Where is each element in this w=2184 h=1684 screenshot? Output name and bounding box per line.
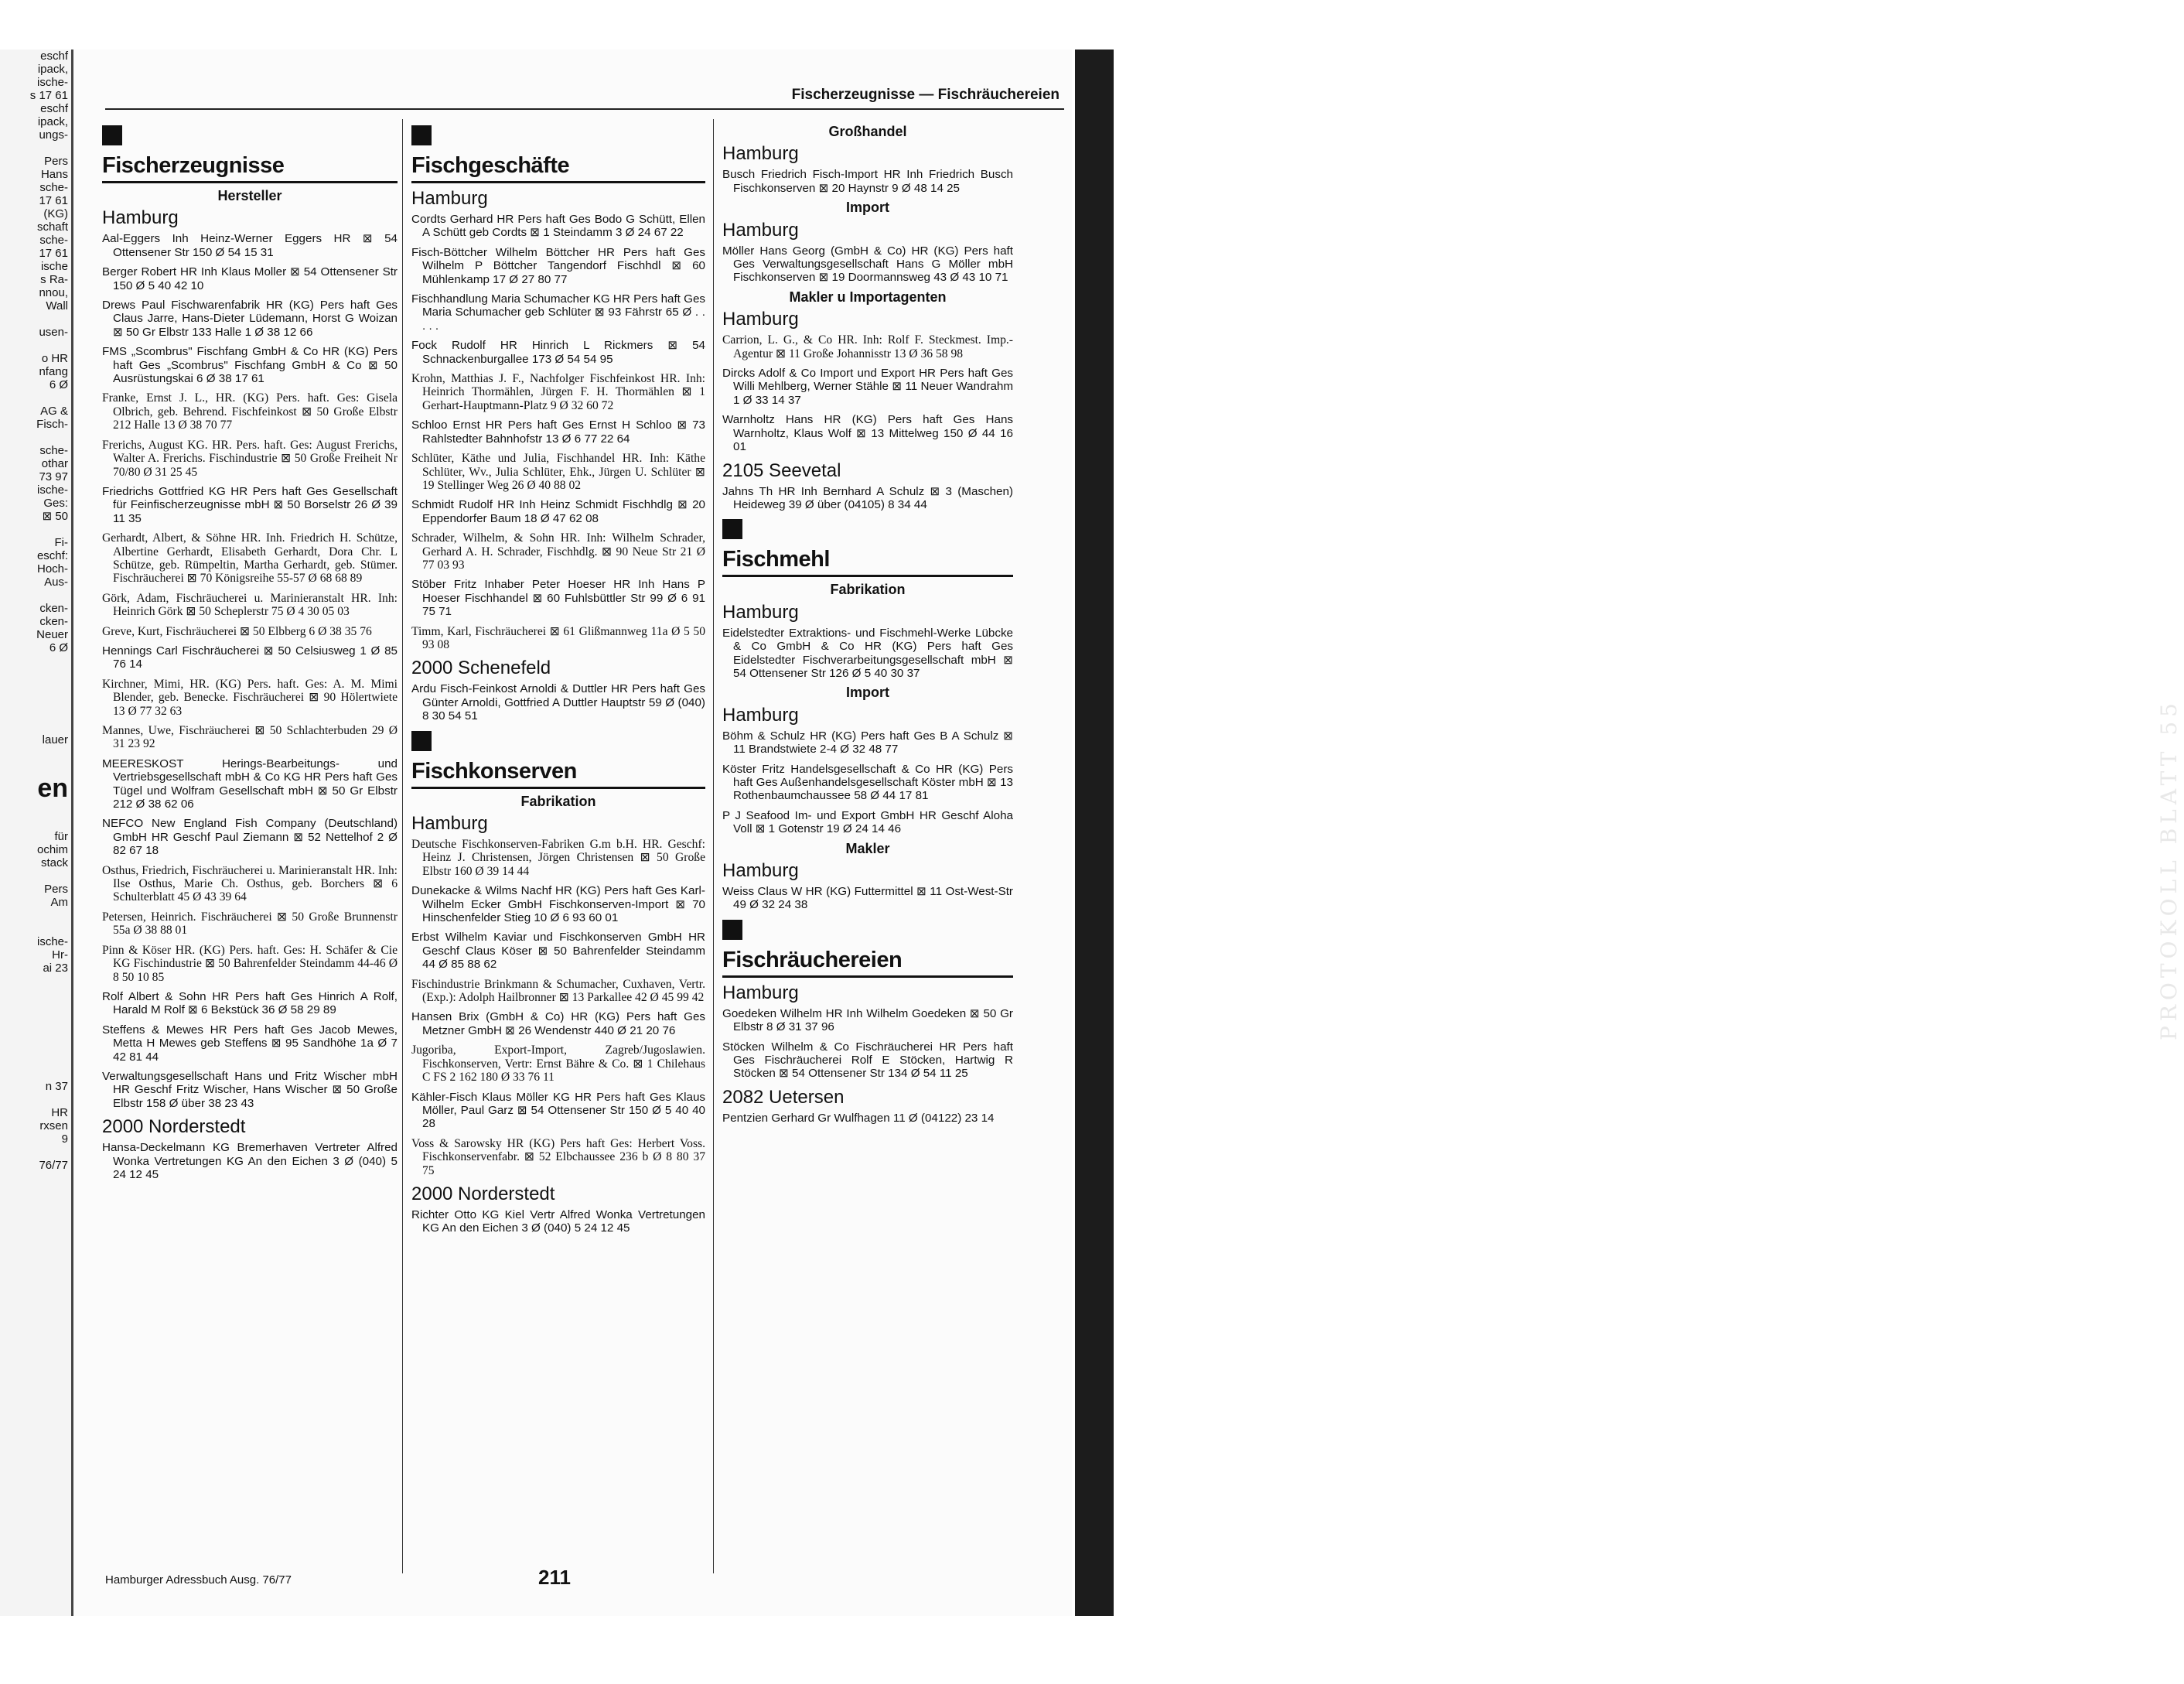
directory-entry: Greve, Kurt, Fischräucherei ⊠ 50 Elbberg 6 Ø 38 35 76 [102, 624, 372, 638]
left-page-fragment [0, 720, 71, 733]
left-page-fragment [0, 1040, 71, 1054]
directory-entry: Schlüter, Käthe und Julia, Fischhandel HR. Inh: Käthe Schlüter, Wv., Julia Schlüter, Ehk., Jürgen U. Schlüter ⊠ 19 Stellinger Weg 26 Ø 40 88 02 [411, 452, 705, 492]
directory-entry: NEFCO New England Fish Company (Deutschland) GmbH HR Geschf Paul Ziemann ⊠ 52 Nettelhof 2 Ø 82 67 18 [102, 817, 398, 858]
directory-entry: Drews Paul Fischwarenfabrik HR (KG) Pers haft Ges Claus Jarre, Hans-Dieter Lüdemann, Horst G Woizan ⊠ 50 Gr Elbstr 133 Halle 1 Ø 38 12 66 [102, 299, 398, 339]
column-1 [102, 118, 398, 1187]
left-page-fragment: usen- [39, 326, 68, 339]
left-page-fragment: ⊠ 50 [42, 510, 68, 523]
subsection-title: Hersteller [217, 188, 282, 203]
section-title: Fischmehl [722, 547, 1013, 577]
left-page-fragment: sche- [39, 181, 68, 194]
directory-entry: Franke, Ernst J. L., HR. (KG) Pers. haft. Ges: Gisela Olbrich, geb. Behrend. Fischfeinkost ⊠ 50 Große Elbstr 212 Halle 13 Ø 38 70 77 [102, 391, 398, 432]
directory-entry: Pentzien Gerhard Gr Wulfhagen 11 Ø (04122) 23 14 [722, 1111, 995, 1125]
column-3 [722, 118, 1013, 1131]
column-2 [411, 118, 705, 1242]
left-page-fragment: Pers [44, 155, 68, 168]
directory-entry: MEERESKOST Herings-Bearbeitungs- und Vertriebsgesellschaft mbH & Co KG HR Pers haft Ges Tügel und Wolfram Gesellschaft mbH ⊠ 50 Gr Elbstr 212 Ø 38 62 06 [102, 757, 398, 811]
subsection-title: Großhandel [828, 124, 907, 139]
left-page-fragment [0, 431, 71, 444]
left-page-fragment [0, 339, 71, 352]
directory-entry: Eidelstedter Extraktions- und Fischmehl-Werke Lübcke & Co GmbH & Co HR (KG) Pers haft Ges Eidelstedter Fischverarbeitungsgesellschaft mbH ⊠ 54 Ottensener Str 126 Ø 5 40 30 37 [722, 626, 1013, 680]
left-page-fragment [0, 1093, 71, 1106]
subsection-title: Fabrikation [830, 582, 906, 598]
left-page-fragment: AG & [40, 405, 68, 418]
left-page-fragment: für [54, 830, 68, 843]
left-page-fragment: 17 61 [39, 194, 68, 207]
directory-entry: Deutsche Fischkonserven-Fabriken G.m b.H. HR. Geschf: Heinz J. Christensen, Jörgen Christensen ⊠ 50 Große Elbstr 160 Ø 39 14 44 [411, 838, 705, 878]
left-page-fragment: ische- [36, 935, 68, 948]
city-heading: Hamburg [411, 813, 488, 834]
left-page-fragment: s 17 61 [29, 89, 68, 102]
subsection-title: Fabrikation [520, 793, 596, 809]
directory-entry: Timm, Karl, Fischräucherei ⊠ 61 Glißmannweg 11a Ø 5 50 93 08 [411, 624, 705, 651]
left-page-fragment [0, 817, 71, 830]
left-page-fragment: ai 23 [43, 962, 68, 975]
left-page-fragment: rxsen [39, 1119, 68, 1132]
left-page-fragment: sche- [39, 444, 68, 457]
left-page-fragment: Aus- [44, 576, 68, 589]
left-page-fragment: sche- [39, 234, 68, 247]
left-page-fragment: othar [41, 457, 68, 470]
directory-entry: Verwaltungsgesellschaft Hans und Fritz Wischer mbH HR Geschf Fritz Wischer, Hans Wischer ⊠ 50 Große Elbstr 158 Ø über 38 23 43 [102, 1069, 398, 1110]
column-divider [402, 119, 403, 1573]
section-marker-square [722, 920, 742, 940]
city-heading: Hamburg [722, 143, 799, 165]
left-page-fragment [0, 681, 71, 694]
left-page-fragment [0, 1054, 71, 1067]
directory-entry: Rolf Albert & Sohn HR Pers haft Ges Hinrich A Rolf, Harald M Rolf ⊠ 6 Bekstück 36 Ø 58 29 89 [102, 989, 398, 1017]
left-page-fragment: cken- [39, 615, 68, 628]
left-page-fragment: ochim [36, 843, 68, 856]
directory-entry: Goedeken Wilhelm HR Inh Wilhelm Goedeken ⊠ 50 Gr Elbstr 8 Ø 31 37 96 [722, 1006, 1013, 1034]
left-page-fragment: eschf [40, 50, 68, 63]
left-page-fragment [0, 523, 71, 536]
directory-page [74, 50, 1072, 1616]
left-page-fragment: ipack, [37, 115, 68, 128]
city-heading: Hamburg [722, 309, 799, 330]
section-marker-square [102, 125, 122, 145]
directory-entry: Köster Fritz Handelsgesellschaft & Co HR (KG) Pers haft Ges Außenhandelsgesellschaft Köster mbH ⊠ 13 Rothenbaumchaussee 58 Ø 44 17 81 [722, 762, 1013, 803]
section-header [722, 519, 1013, 577]
left-page-fragment: ipack, [37, 63, 68, 76]
directory-entry: Cordts Gerhard HR Pers haft Ges Bodo G Schütt, Ellen A Schütt geb Cordts ⊠ 1 Steindamm 3 Ø 24 67 22 [411, 213, 705, 240]
left-page-fragment: en [37, 774, 68, 803]
left-page-fragment: 6 Ø [49, 641, 68, 654]
city-heading: Hamburg [722, 601, 799, 623]
directory-entry: Petersen, Heinrich. Fischräucherei ⊠ 50 Große Brunnenstr 55a Ø 38 88 01 [102, 910, 398, 938]
directory-entry: Richter Otto KG Kiel Vertr Alfred Wonka Vertretungen KG An den Eichen 3 Ø (040) 5 24 12 45 [411, 1207, 705, 1235]
left-page-fragment: nnou, [39, 286, 68, 299]
subsection-title: Import [846, 685, 889, 701]
city-heading: 2000 Norderstedt [411, 1183, 555, 1204]
left-page-fragment: eschf [40, 102, 68, 115]
directory-entry: Osthus, Friedrich, Fischräucherei u. Marinieranstalt HR. Inh: Ilse Osthus, Marie Ch. Osthus, geb. Borchers ⊠ 6 Schulterblatt 45 Ø 43 39 64 [102, 863, 398, 904]
directory-entry: Fock Rudolf HR Hinrich L Rickmers ⊠ 54 Schnackenburgallee 173 Ø 54 54 95 [411, 339, 705, 366]
left-page-fragment: cken- [39, 602, 68, 615]
left-page-fragment: Hans [40, 168, 68, 181]
directory-entry: Fischhandlung Maria Schumacher KG HR Pers haft Ges Maria Schumacher geb Schlüter ⊠ 93 Fährstr 65 Ø . . . . . [411, 292, 705, 333]
city-heading: 2082 Uetersen [722, 1086, 845, 1108]
directory-entry: Görk, Adam, Fischräucherei u. Marinieranstalt HR. Inh: Heinrich Görk ⊠ 50 Scheplerstr 75 Ø 4 30 05 03 [102, 591, 398, 619]
city-heading: 2000 Schenefeld [411, 658, 551, 679]
left-page-fragment [0, 668, 71, 681]
directory-entry: Dircks Adolf & Co Import und Export HR Pers haft Ges Willi Mehlberg, Werner Stähle ⊠ 11 Neuer Wandrahm 1 Ø 33 14 37 [722, 367, 1013, 407]
section-header [722, 920, 1013, 978]
section-title: Fischerzeugnisse [102, 153, 398, 183]
left-page-fragment: Ges: [43, 497, 68, 510]
directory-entry: Krohn, Matthias J. F., Nachfolger Fischfeinkost HR. Inh: Heinrich Thormählen, Jürgen F. H. Thormählen ⊠ 1 Gerhart-Hauptmann-Platz 9 Ø 32 60 72 [411, 372, 705, 412]
directory-entry: Kirchner, Mimi, HR. (KG) Pers. haft. Ges: A. M. Mimi Blender, geb. Benecke. Fischräucherei ⊠ 90 Hölertwiete 13 Ø 77 32 63 [102, 677, 398, 718]
city-heading: Hamburg [102, 207, 179, 229]
left-page-fragment: Hoch- [36, 562, 68, 576]
left-page-fragment [0, 142, 71, 155]
left-page-fragment [0, 654, 71, 668]
left-page-fragment: lauer [42, 733, 68, 746]
directory-entry: P J Seafood Im- und Export GmbH HR Geschf Aloha Voll ⊠ 1 Gotenstr 19 Ø 24 14 46 [722, 808, 1013, 836]
left-page-fragment [0, 869, 71, 883]
left-page-fragment: stack [40, 856, 68, 869]
header-rule [105, 108, 1064, 110]
directory-entry: Busch Friedrich Fisch-Import HR Inh Friedrich Busch Fischkonserven ⊠ 20 Haynstr 9 Ø 48 14 25 [722, 168, 1013, 195]
directory-entry: Hennings Carl Fischräucherei ⊠ 50 Celsiusweg 1 Ø 85 76 14 [102, 644, 398, 671]
left-page-fragment [0, 694, 71, 707]
left-page-fragment [0, 589, 71, 602]
directory-entry: Jugoriba, Export-Import, Zagreb/Jugoslawien. Fischkonserven, Vertr: Ernst Bähre & Co. ⊠ 1 Chilehaus C FS 2 162 180 Ø 33 76 11 [411, 1044, 705, 1085]
left-page-fragment: ungs- [39, 128, 68, 142]
left-page-fragment: nfang [39, 365, 68, 378]
left-page-fragment: 17 61 [39, 247, 68, 260]
directory-entry: Fischindustrie Brinkmann & Schumacher, Cuxhaven, Vertr. (Exp.): Adolph Hailbronner ⊠ 13 Parkallee 42 Ø 45 99 42 [411, 977, 705, 1005]
subsection-title: Makler u Importagenten [789, 289, 947, 305]
left-page-fragment [0, 988, 71, 1001]
directory-entry: Weiss Claus W HR (KG) Futtermittel ⊠ 11 Ost-West-Str 49 Ø 32 24 38 [722, 885, 1013, 912]
left-page-fragment: s Ra- [40, 273, 68, 286]
left-page-fragment [0, 1067, 71, 1080]
section-title: Fischkonserven [411, 759, 705, 789]
left-page-fragment: 6 Ø [49, 378, 68, 391]
left-page-fragment: 9 [61, 1132, 68, 1146]
left-page-fragment: eschf: [36, 549, 68, 562]
directory-entry: Böhm & Schulz HR (KG) Pers haft Ges B A Schulz ⊠ 11 Brandstwiete 2-4 Ø 32 48 77 [722, 729, 1013, 757]
left-page-fragment: o HR [41, 352, 68, 365]
directory-entry: Friedrichs Gottfried KG HR Pers haft Ges Gesellschaft für Feinfischerzeugnisse mbH ⊠ 50 Borselstr 26 Ø 39 11 35 [102, 484, 398, 525]
directory-entry: Mannes, Uwe, Fischräucherei ⊠ 50 Schlachterbuden 29 Ø 31 23 92 [102, 724, 398, 751]
directory-entry: Stöcken Wilhelm & Co Fischräucherei HR Pers haft Ges Fischräucherei Rolf E Stöcken, Hartwig R Stöcken ⊠ 54 Ottensener Str 134 Ø 54 11 25 [722, 1040, 1013, 1081]
city-heading: 2105 Seevetal [722, 459, 841, 481]
left-page-fragment: ische- [36, 483, 68, 497]
column-divider [713, 119, 714, 1573]
section-marker-square [411, 125, 432, 145]
directory-entry: Stöber Fritz Inhaber Peter Hoeser HR Inh Hans P Hoeser Fischhandel ⊠ 60 Fuhlsbüttler Str 99 Ø 6 91 75 71 [411, 578, 705, 619]
left-page-fragment [0, 1014, 71, 1027]
left-page-fragment [0, 1027, 71, 1040]
left-page-fragment [0, 909, 71, 922]
directory-entry: Frerichs, August KG. HR. Pers. haft. Ges: August Frerichs, Walter A. Frerichs. Fischindustrie ⊠ 50 Große Freiheit Nr 70/80 Ø 31 25 45 [102, 438, 398, 479]
section-marker-square [722, 519, 742, 539]
left-page-fragment [0, 707, 71, 720]
left-page-fragment: 73 97 [39, 470, 68, 483]
running-head: Fischerzeugnisse — Fischräuchereien [791, 87, 1060, 103]
left-page-fragment [0, 391, 71, 405]
directory-entry: Pinn & Köser HR. (KG) Pers. haft. Ges: H. Schäfer & Cie KG Fischindustrie ⊠ 50 Bahrenfelder Steindamm 44-46 Ø 8 50 10 85 [102, 943, 398, 984]
book-spine [1075, 50, 2182, 1616]
left-page-fragment [0, 975, 71, 988]
left-page-fragment: Pers [44, 883, 68, 896]
city-heading: Hamburg [722, 860, 799, 881]
section-marker-square [411, 731, 432, 751]
left-page-fragment [0, 760, 71, 773]
left-page-fragment: Fi- [54, 536, 68, 549]
left-page-fragment: ische [40, 260, 68, 273]
left-page-fragment [0, 746, 71, 760]
subsection-title: Import [846, 200, 889, 216]
directory-entry: Schmidt Rudolf HR Inh Heinz Schmidt Fischhdlg ⊠ 20 Eppendorfer Baum 18 Ø 47 62 08 [411, 498, 705, 525]
page-number: 211 [538, 1566, 571, 1589]
directory-entry: Hansa-Deckelmann KG Bremerhaven Vertreter Alfred Wonka Vertretungen KG An den Eichen 3 Ø (040) 5 24 12 45 [102, 1141, 398, 1181]
directory-entry: Schrader, Wilhelm, & Sohn HR. Inh: Wilhelm Schrader, Gerhard A. H. Schrader, Fischhdlg. ⊠ 90 Neue Str 21 Ø 77 03 93 [411, 531, 705, 572]
section-header [411, 125, 705, 183]
directory-entry: Ardu Fisch-Feinkost Arnoldi & Duttler HR Pers haft Ges Günter Arnoldi, Gottfried A Duttler Hauptstr 59 Ø (040) 8 30 54 51 [411, 682, 705, 723]
subsection-title: Makler [845, 840, 890, 856]
left-page-fragment: (KG) [43, 207, 68, 220]
directory-entry: Berger Robert HR Inh Klaus Moller ⊠ 54 Ottensener Str 150 Ø 5 40 42 10 [102, 265, 398, 292]
left-page-fragment: Am [50, 896, 68, 909]
city-heading: Hamburg [722, 704, 799, 726]
directory-entry: Erbst Wilhelm Kaviar und Fischkonserven GmbH HR Geschf Claus Köser ⊠ 50 Bahrenfelder Steindamm 44 Ø 85 88 62 [411, 931, 705, 972]
city-heading: 2000 Norderstedt [102, 1116, 246, 1138]
left-page-fragment [0, 1001, 71, 1014]
left-page-fragment: 76/77 [39, 1159, 68, 1172]
spine-stamp-text: PROTOKOLL BLATT 55 [2156, 699, 2182, 1040]
directory-entry: Schloo Ernst HR Pers haft Ges Ernst H Schloo ⊠ 73 Rahlstedter Bahnhofstr 13 Ø 6 77 22 64 [411, 418, 705, 446]
left-page-edge [0, 50, 73, 1616]
directory-entry: Carrion, L. G., & Co HR. Inh: Rolf F. Steckmest. Imp.-Agentur ⊠ 11 Große Johannisstr 13 Ø 36 58 98 [722, 333, 1013, 360]
directory-entry: Aal-Eggers Inh Heinz-Werner Eggers HR ⊠ 54 Ottensener Str 150 Ø 54 15 31 [102, 232, 398, 259]
section-header [411, 731, 705, 789]
directory-entry: Steffens & Mewes HR Pers haft Ges Jacob Mewes, Metta H Mewes geb Steffens ⊠ 95 Sandhöhe 1a Ø 7 42 81 44 [102, 1023, 398, 1064]
directory-entry: Dunekacke & Wilms Nachf HR (KG) Pers haft Ges Karl-Wilhelm Ecker GmbH Fischkonserven-Import ⊠ 70 Hinschenfelder Stieg 10 Ø 6 93 60 01 [411, 884, 705, 925]
left-page-fragment: Wall [46, 299, 68, 313]
section-header [102, 125, 398, 183]
footer-text: Hamburger Adressbuch Ausg. 76/77 [105, 1573, 292, 1587]
left-page-fragment [0, 1146, 71, 1159]
left-page-fragment: ische- [36, 76, 68, 89]
city-heading: Hamburg [722, 982, 799, 1003]
left-page-fragment: Fisch- [36, 418, 68, 431]
left-page-fragment: schaft [36, 220, 68, 234]
directory-entry: FMS „Scombrus" Fischfang GmbH & Co HR (KG) Pers haft Ges „Scombrus" Fischfang GmbH & Co ⊠ 50 Ausrüstungskai 6 Ø 38 17 61 [102, 345, 398, 386]
city-heading: Hamburg [411, 188, 488, 209]
section-title: Fischgeschäfte [411, 153, 705, 183]
directory-entry: Gerhardt, Albert, & Söhne HR. Inh. Friedrich H. Schütze, Albertine Gerhardt, Elisabeth Gerhardt, Dora Chr. L Schütze, geb. Rümpeltin, Martha Gerhardt, geb. Stümer. Fischräucherei ⊠ 70 Königsreihe 55-57 Ø 68 68 89 [102, 531, 398, 586]
left-page-fragment: HR [51, 1106, 68, 1119]
directory-entry: Warnholtz Hans HR (KG) Pers haft Ges Hans Warnholtz, Klaus Wolf ⊠ 13 Mittelweg 150 Ø 44 16 01 [722, 413, 1013, 454]
left-page-fragment: Neuer [36, 628, 68, 641]
directory-entry: Jahns Th HR Inh Bernhard A Schulz ⊠ 3 (Maschen) Heideweg 39 Ø über (04105) 8 34 44 [722, 484, 1013, 511]
directory-entry: Hansen Brix (GmbH & Co) HR (KG) Pers haft Ges Metzner GmbH ⊠ 26 Wendenstr 440 Ø 21 20 76 [411, 1010, 705, 1037]
directory-entry: Kähler-Fisch Klaus Möller KG HR Pers haft Ges Klaus Möller, Paul Garz ⊠ 54 Ottensener Str 150 Ø 5 40 40 28 [411, 1090, 705, 1131]
left-page-fragment [0, 922, 71, 935]
directory-entry: Möller Hans Georg (GmbH & Co) HR (KG) Pers haft Ges Verwaltungsgesellschaft Hans G Möller mbH Fischkonserven ⊠ 19 Doormannsweg 43 Ø 43 10 71 [722, 244, 1013, 285]
directory-entry: Voss & Sarowsky HR (KG) Pers haft Ges: Herbert Voss. Fischkonservenfabr. ⊠ 52 Elbchaussee 236 b Ø 8 80 37 75 [411, 1136, 705, 1177]
left-page-fragment [0, 313, 71, 326]
section-title: Fischräuchereien [722, 948, 1013, 978]
left-page-fragment: n 37 [45, 1080, 68, 1093]
city-heading: Hamburg [722, 219, 799, 241]
left-page-fragment [0, 804, 71, 817]
directory-entry: Fisch-Böttcher Wilhelm Böttcher HR Pers haft Ges Wilhelm P Böttcher Tangendorf Fischhdl ⊠ 60 Mühlenkamp 17 Ø 27 80 77 [411, 245, 705, 286]
left-page-fragment: Hr- [52, 948, 68, 962]
